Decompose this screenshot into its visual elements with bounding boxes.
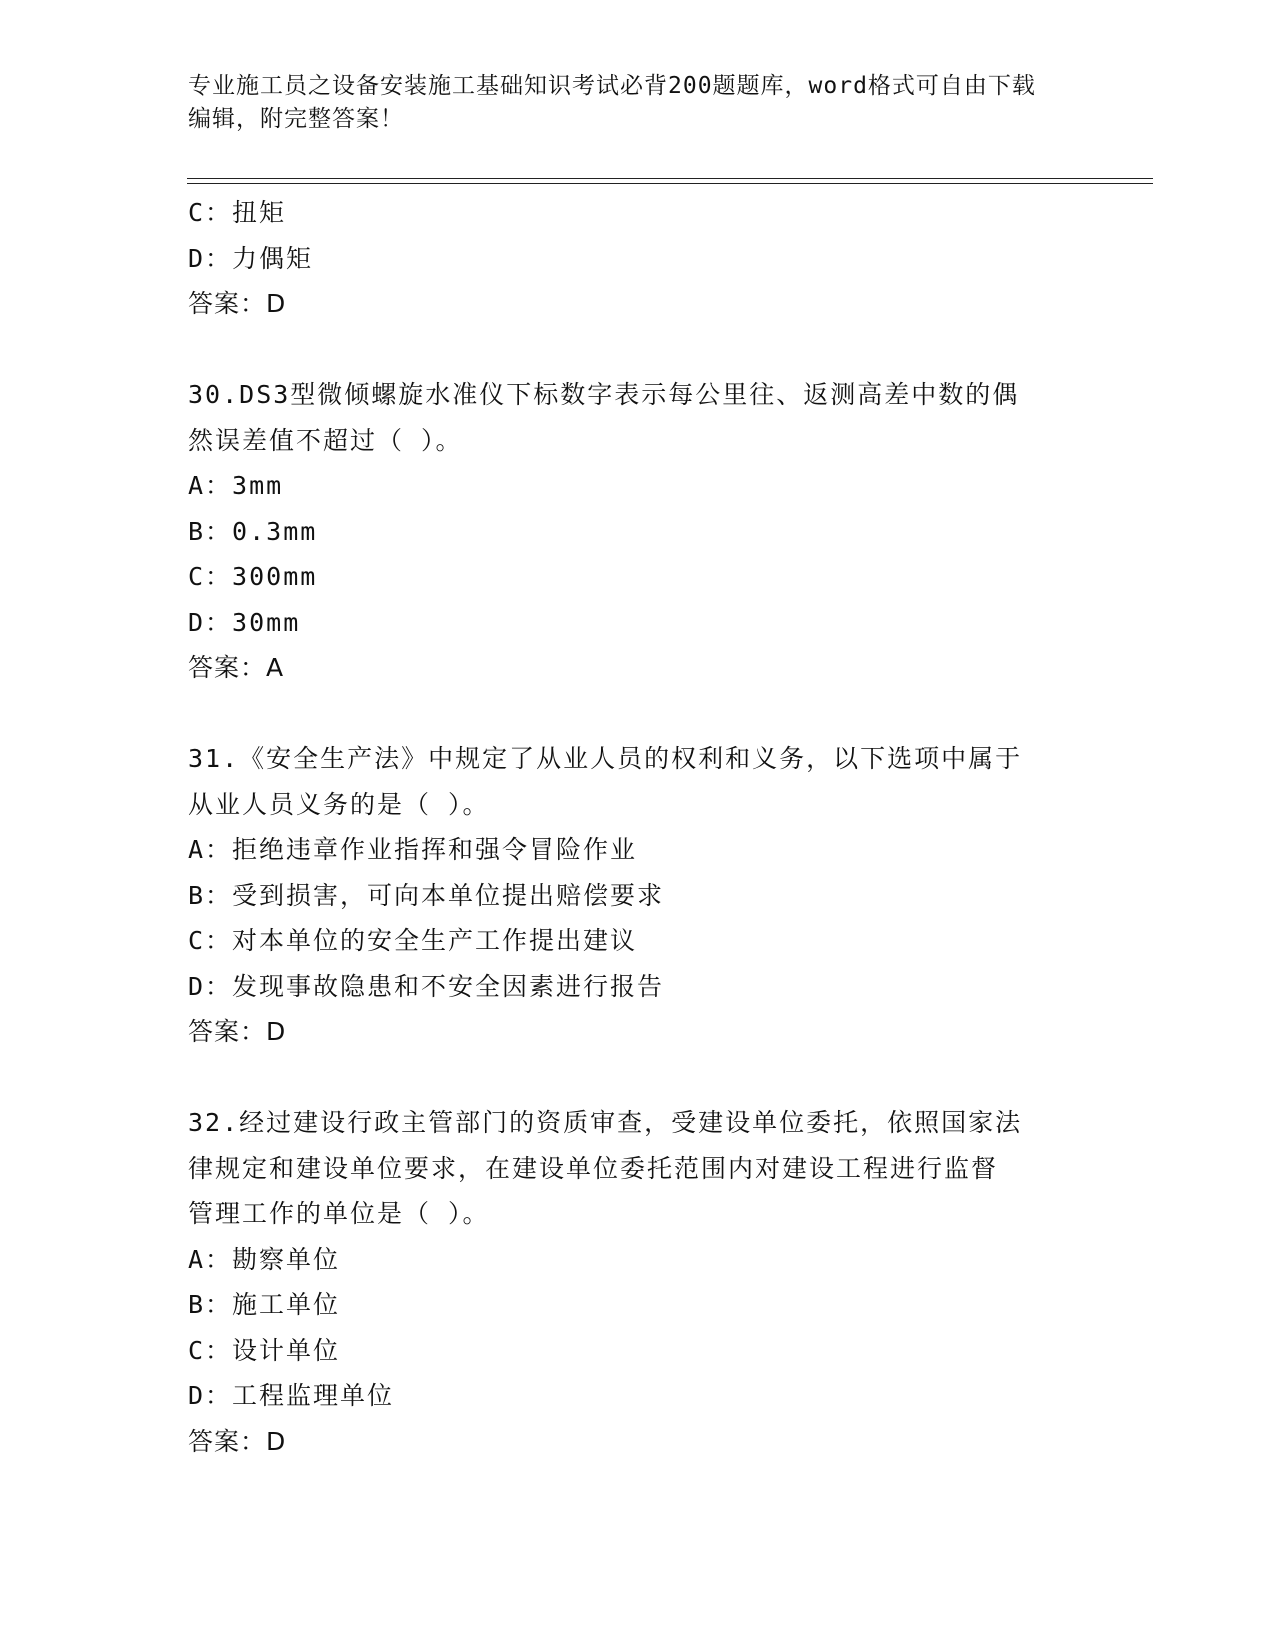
option-d: D：工程监理单位 xyxy=(188,1381,395,1410)
question-stem: 管理工作的单位是（ ）。 xyxy=(188,1199,490,1228)
option-b: B：0.3mm xyxy=(188,516,318,546)
prev-answer: 答案：D xyxy=(188,289,287,318)
answer: 答案：D xyxy=(188,1017,287,1046)
option-b: B：施工单位 xyxy=(188,1290,341,1319)
prev-option-d: D：力偶矩 xyxy=(188,243,314,273)
spacer xyxy=(188,1055,1088,1101)
option-d: D：30mm xyxy=(188,607,301,637)
question-stem: 从业人员义务的是（ ）。 xyxy=(188,789,490,819)
question-32 xyxy=(188,1100,1088,1464)
prev-option-c: C：扭矩 xyxy=(188,198,287,227)
option-a: A：拒绝违章作业指挥和强令冒险作业 xyxy=(188,835,638,864)
answer: 答案：D xyxy=(188,1426,287,1456)
question-stem: 律规定和建设单位要求，在建设单位委托范围内对建设工程进行监督 xyxy=(188,1153,999,1183)
option-c: C：300mm xyxy=(188,562,318,591)
header-line-2: 编辑，附完整答案！ xyxy=(188,106,404,132)
spacer xyxy=(188,691,1088,737)
question-30 xyxy=(188,372,1088,691)
header-line-1: 专业施工员之设备安装施工基础知识考试必背200题题库，word格式可自由下载 xyxy=(188,73,1036,99)
option-a: A：勘察单位 xyxy=(188,1244,341,1274)
spacer xyxy=(188,327,1088,373)
question-list xyxy=(188,190,1088,1464)
question-stem: 31.《安全生产法》中规定了从业人员的权利和义务，以下选项中属于 xyxy=(188,744,1023,773)
option-d: D：发现事故隐患和不安全因素进行报告 xyxy=(188,971,665,1001)
answer: 答案：A xyxy=(188,653,285,682)
question-stem: 然误差值不超过（ ）。 xyxy=(188,425,463,455)
option-c: C：设计单位 xyxy=(188,1335,341,1365)
header-divider-top xyxy=(187,178,1153,179)
document-header xyxy=(188,70,1088,136)
header-divider-bottom xyxy=(187,183,1153,184)
option-a: A：3mm xyxy=(188,471,284,500)
question-31 xyxy=(188,736,1088,1055)
question-stem: 32.经过建设行政主管部门的资质审查，受建设单位委托，依照国家法 xyxy=(188,1108,1023,1137)
option-b: B：受到损害，可向本单位提出赔偿要求 xyxy=(188,880,665,910)
option-c: C：对本单位的安全生产工作提出建议 xyxy=(188,926,638,955)
question-stem: 30.DS3型微倾螺旋水准仪下标数字表示每公里往、返测高差中数的偶 xyxy=(188,380,1020,409)
